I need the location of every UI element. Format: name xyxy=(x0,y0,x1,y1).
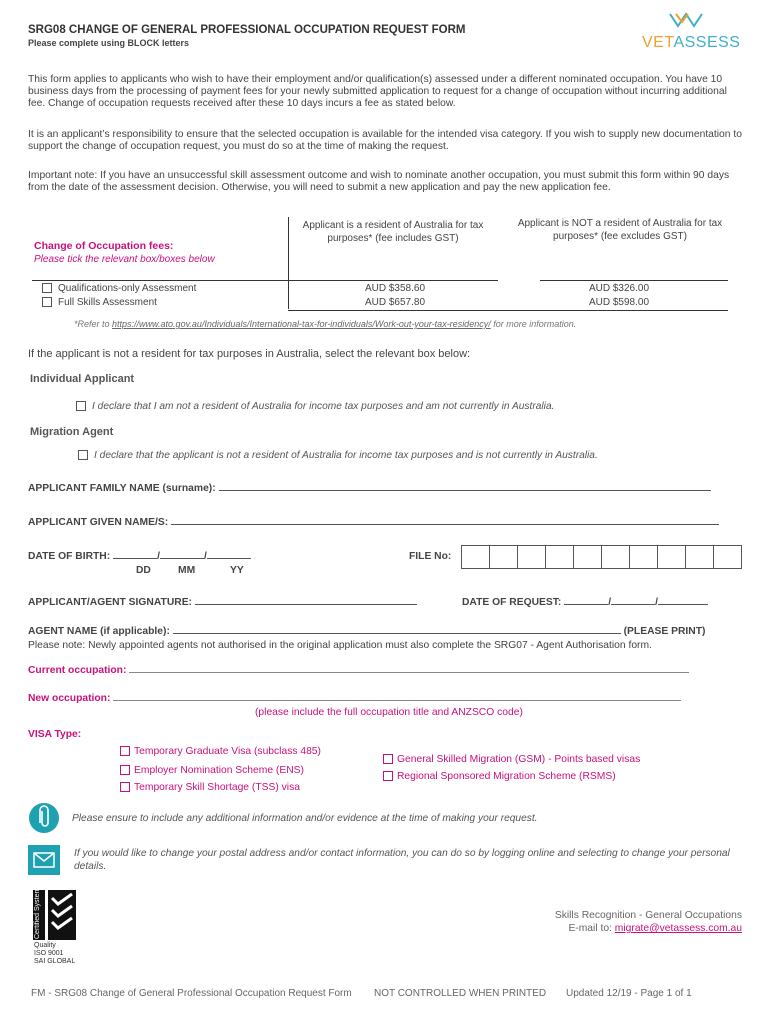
checkbox[interactable] xyxy=(120,782,130,792)
individual-applicant-heading: Individual Applicant xyxy=(30,373,135,385)
fee-row-qualifications[interactable]: Qualifications-only Assessment xyxy=(42,283,196,294)
ato-link[interactable]: https://www.ato.gov.au/Individuals/International-tax-for-individuals/Work-out-your-tax-residency/ xyxy=(112,319,491,329)
signature-field[interactable]: APPLICANT/AGENT SIGNATURE: xyxy=(28,597,417,608)
footer-form-name: FM - SRG08 Change of General Professional Occupation Request Form xyxy=(31,988,352,999)
visa-type-label: VISA Type: xyxy=(28,729,82,740)
vetassess-logo-icon xyxy=(668,10,704,34)
email-link[interactable]: migrate@vetassess.com.au xyxy=(614,923,742,934)
checkbox[interactable] xyxy=(120,765,130,775)
form-subtitle: Please complete using BLOCK letters xyxy=(28,38,190,48)
postal-note: If you would like to change your postal address and/or contact information, you can do so by logging online and selecting to change your personal details. xyxy=(74,848,730,872)
file-no-box[interactable] xyxy=(545,545,574,569)
attachment-note: Please ensure to include any additional information and/or evidence at the time of making your request. xyxy=(72,813,538,824)
new-occupation-field[interactable]: New occupation: xyxy=(28,693,681,704)
ato-reference: *Refer to https://www.ato.gov.au/Individuals/International-tax-for-individuals/Work-out-your-tax-residency/ for more information. xyxy=(74,319,577,329)
fee-col-resident-header: Applicant is a resident of Australia for tax purposes* (fee includes GST) xyxy=(302,220,484,244)
fees-label: Change of Occupation fees: xyxy=(34,240,174,252)
certified-system-badge: Certified System xyxy=(33,890,45,940)
visa-option-ens[interactable]: Employer Nomination Scheme (ENS) xyxy=(120,765,304,776)
fee-col-nonresident-header: Applicant is NOT a resident of Australia for tax purposes* (fee excludes GST) xyxy=(517,218,723,242)
migration-agent-heading: Migration Agent xyxy=(30,426,114,438)
checkbox[interactable] xyxy=(383,754,393,764)
file-no-box[interactable] xyxy=(601,545,630,569)
file-no-input[interactable] xyxy=(461,545,741,569)
file-no-box[interactable] xyxy=(685,545,714,569)
intro-paragraph-1: This form applies to applicants who wish to have their employment and/or qualification(s) assessed under a different nominated occupation. You have 10 business days from the processing of payment fees for your newly submitted application to request for a change of occupation without incurring additional fee. Change of occupation requests received after these 10 days incurs a fee as stated below. xyxy=(28,74,727,110)
agent-name-field[interactable]: AGENT NAME (if applicable): (PLEASE PRINT) xyxy=(28,626,706,637)
footer-updated: Updated 12/19 - Page 1 of 1 xyxy=(566,988,692,999)
individual-declaration[interactable]: I declare that I am not a resident of Australia for income tax purposes and am not currently in Australia. xyxy=(76,401,554,412)
footer-control: NOT CONTROLLED WHEN PRINTED xyxy=(374,988,547,999)
occupation-hint: (please include the full occupation title and ANZSCO code) xyxy=(255,707,523,718)
fee-table-divider xyxy=(288,217,289,309)
contact-block: Skills Recognition - General Occupations E-mail to: migrate@vetassess.com.au xyxy=(554,910,742,934)
visa-option-gsm[interactable]: General Skilled Migration (GSM) - Points based visas xyxy=(383,754,640,765)
file-no-box[interactable] xyxy=(517,545,546,569)
checkbox[interactable] xyxy=(383,771,393,781)
checkbox[interactable] xyxy=(120,746,130,756)
fee-value: AUD $326.00 xyxy=(588,283,650,294)
visa-option-tss[interactable]: Temporary Skill Shortage (TSS) visa xyxy=(120,782,300,793)
family-name-field[interactable]: APPLICANT FAMILY NAME (surname): xyxy=(28,483,711,494)
file-no-label: FILE No: xyxy=(409,551,452,562)
date-request-field[interactable]: DATE OF REQUEST: / / xyxy=(462,597,708,608)
dob-field[interactable]: DATE OF BIRTH: / / xyxy=(28,551,251,562)
checkbox[interactable] xyxy=(42,297,52,307)
checkbox[interactable] xyxy=(78,450,88,460)
current-occupation-field[interactable]: Current occupation: xyxy=(28,665,689,676)
fee-value: AUD $358.60 xyxy=(364,283,426,294)
fee-value: AUD $657.80 xyxy=(364,297,426,308)
dob-dd-label: DD xyxy=(136,565,151,576)
visa-option-rsms[interactable]: Regional Sponsored Migration Scheme (RSMS) xyxy=(383,771,616,782)
fee-row-full-skills[interactable]: Full Skills Assessment xyxy=(42,297,157,308)
checkbox[interactable] xyxy=(76,401,86,411)
envelope-icon xyxy=(28,845,60,875)
intro-paragraph-3: Important note: If you have an unsuccessful skill assessment outcome and wish to nominate another occupation, you must submit this form within 90 days from the date of the assessment decision. Otherwise, you will need to submit a new application and pay the new application fee. xyxy=(28,170,730,194)
form-title: SRG08 CHANGE OF GENERAL PROFESSIONAL OCCUPATION REQUEST FORM xyxy=(28,24,466,36)
dob-mm-label: MM xyxy=(178,565,196,576)
dob-yy-label: YY xyxy=(230,565,244,576)
file-no-box[interactable] xyxy=(629,545,658,569)
visa-option-485[interactable]: Temporary Graduate Visa (subclass 485) xyxy=(120,746,321,757)
agent-declaration[interactable]: I declare that the applicant is not a resident of Australia for income tax purposes and is not currently in Australia. xyxy=(78,450,598,461)
paperclip-icon xyxy=(29,803,59,833)
file-no-box[interactable] xyxy=(489,545,518,569)
fees-note: Please tick the relevant box/boxes below xyxy=(34,254,215,265)
intro-paragraph-2: It is an applicant’s responsibility to ensure that the selected occupation is available for the intended visa category. If you wish to supply new documentation to support the change of occupation request, you must do so at the time of making the request. xyxy=(28,129,742,153)
fee-table-rule xyxy=(32,280,288,281)
cert-text: Quality ISO 9001 SAI GLOBAL xyxy=(34,942,76,965)
checkmarks-icon xyxy=(48,890,76,940)
fee-value: AUD $598.00 xyxy=(588,297,650,308)
fee-table-rule xyxy=(540,280,728,281)
file-no-box[interactable] xyxy=(461,545,490,569)
file-no-box[interactable] xyxy=(657,545,686,569)
file-no-box[interactable] xyxy=(573,545,602,569)
given-names-field[interactable]: APPLICANT GIVEN NAME/S: xyxy=(28,517,719,528)
fee-table-rule xyxy=(288,310,728,311)
file-no-box[interactable] xyxy=(713,545,742,569)
agent-note: Please note: Newly appointed agents not authorised in the original application must also complete the SRG07 - Agent Authorisation form. xyxy=(28,640,652,651)
fee-table-rule xyxy=(288,280,498,281)
residency-intro: If the applicant is not a resident for tax purposes in Australia, select the relevant box below: xyxy=(28,348,471,360)
checkbox[interactable] xyxy=(42,283,52,293)
vetassess-logo: VETASSESS xyxy=(642,34,741,51)
